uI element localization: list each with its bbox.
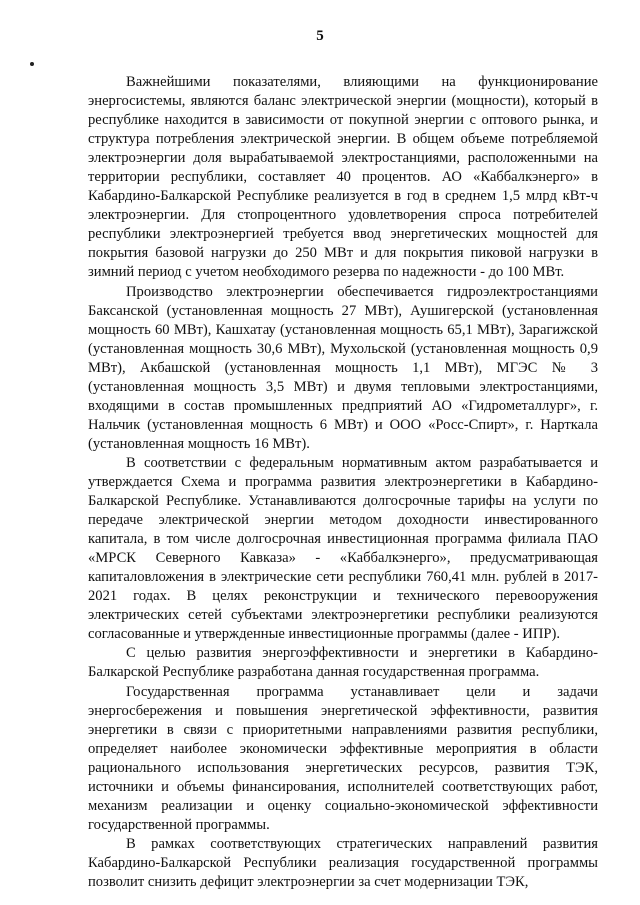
- paragraph-program-goals: Государственная программа устанавливает цели и задачи энергосбережения и повышения энергетической эффективности, развития энергетики в связи с приоритетными направлениями развития республики, определяет наиболее экономически эффективные мероприятия в области рационального использования энергетических ресурсов, развития ТЭК, источники и объемы финансирования, исполнителей соответствующих работ, механизм реализации и оценку социально-экономической эффективности государственной программы.: [88, 683, 598, 833]
- paragraph-energy-balance: Важнейшими показателями, влияющими на функционирование энергосистемы, являются баланс электрической энергии (мощности), который в республике находится в зависимости от покупной энергии с оптового рынка, и структура потребления электрической энергии. В общем объеме потребляемой электроэнергии доля вырабатываемой электростанциями, расположенными на территории республики, составляет 40 процентов. АО «Каббалкэнерго» в Кабардино-Балкарской Республике реализуется в год в среднем 1,5 млрд кВт-ч электроэнергии. Для стопроцентного удовлетворения спроса потребителей республики электроэнергией требуется ввод энергетических мощностей для покрытия базовой нагрузки до 250 МВт и для покрытия пиковой нагрузки в зимний период с учетом необходимого резерва по надежности - до 100 МВт.: [88, 74, 598, 281]
- paragraph-power-production: Производство электроэнергии обеспечивается гидроэлектростанциями Баксанской (установленная мощность 27 МВт), Аушигерской (установленная мощность 60 МВт), Кашхатау (установленная мощность 65,1 МВт), Зарагижской (установленная мощность 30,6 МВт), Мухольской (установленная мощность 0,9 МВт), Акбашской (установленная мощность 1,1 МВт), МГЭС № 3 (установленная мощность 3,5 МВт) и двумя тепловыми электростанциями, входящими в состав промышленных предприятий АО «Гидрометаллург», г. Нальчик (установленная мощность 6 МВт) и ООО «Росс-Спирт», г. Нарткала (установленная мощность 16 МВт).: [88, 283, 598, 452]
- paragraph-development-scheme: В соответствии с федеральным нормативным актом разрабатывается и утверждается Схема и программа развития электроэнергетики в Кабардино-Балкарской Республике. Устанавливаются долгосрочные тарифы на услуги по передаче электрической энергии методом доходности инвестированного капитала, в том числе долгосрочная инвестиционная программа филиала ПАО «МРСК Северного Кавказа» - «Каббалкэнерго», предусматривающая капиталовложения в электрические сети республики 760,41 млн. рублей в 2017-2021 годах. В целях реконструкции и технического перевооружения электрических сетей субъектами электроэнергетики республики реализуются согласованные и утвержденные инвестиционные программы (далее - ИПР).: [88, 454, 598, 643]
- paragraph-program-purpose: С целью развития энергоэффективности и энергетики в Кабардино-Балкарской Республике разработана данная государственная программа.: [88, 645, 598, 681]
- margin-dot: [30, 62, 34, 66]
- page-number: 5: [316, 28, 324, 44]
- document-body: [88, 73, 598, 892]
- paragraph-strategic-directions: В рамках соответствующих стратегических направлений развития Кабардино-Балкарской Республики реализация государственной программы позволит снизить дефицит электроэнергии за счет модернизации ТЭК,: [88, 835, 598, 890]
